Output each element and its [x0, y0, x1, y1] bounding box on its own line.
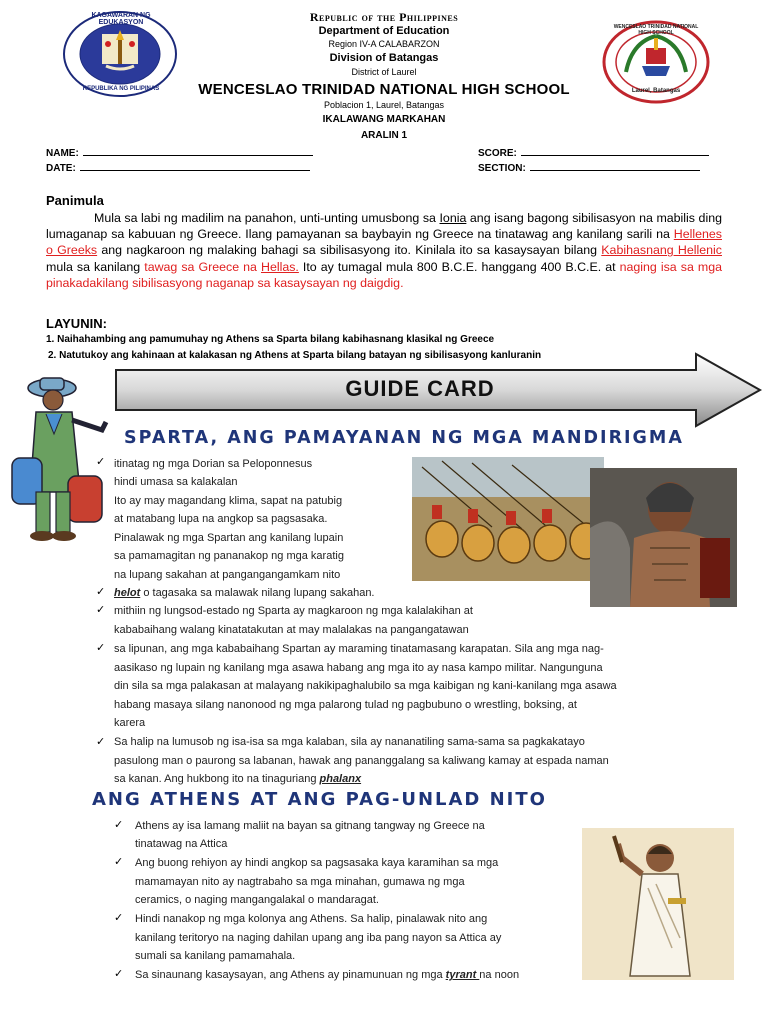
intro-tawag: tawag sa Greece na — [144, 259, 261, 274]
sparta-bullet-line: Sa halip na lumusob ng isa-isa sa mga kalaban, sila ay nananatiling sama-sama sa pagkakatayo — [114, 736, 585, 748]
sparta-bullet-line: pasulong man o paurong sa labanan, hawak ang pananggalang sa kaliwang kamay at espada naman — [114, 755, 609, 767]
score-field[interactable] — [478, 147, 709, 159]
intro-ionia: Ionia — [439, 211, 467, 225]
objective-item: 1. Naihahambing ang pamumuhay ng Athens sa Sparta bilang kabihasnang klasikal ng Greece — [46, 334, 495, 345]
date-label: DATE: — [46, 163, 76, 174]
date-field[interactable] — [46, 162, 310, 174]
helot-term: helot — [114, 587, 141, 599]
check-icon: ✓ — [114, 819, 124, 831]
district-heading: District of Laurel — [351, 67, 417, 77]
intro-text-4: mula sa kanilang — [46, 259, 145, 274]
athens-bullet-line: ceramics, o naging mangangalakal o mandaragat. — [135, 894, 379, 906]
intro-paragraph — [46, 210, 722, 291]
tyrant-tail: na noon — [479, 969, 520, 981]
sparta-bullet-line: karera — [114, 717, 146, 729]
check-icon: ✓ — [96, 456, 106, 468]
athens-bullet-line: Hindi nanakop ng mga kolonya ang Athens. Sa halip, pinalawak nito ang — [135, 913, 488, 925]
athens-tyrant-line — [135, 966, 519, 985]
sparta-line: sa pamamagitan ng pananakop ng mga karatig — [114, 550, 344, 562]
sparta-bullet-line: kababaihang walang kinatatakutan at may malalakas na pangangatawan — [114, 624, 469, 636]
tyrant-term: tyrant — [445, 969, 480, 981]
objectives-heading: LAYUNIN: — [46, 316, 107, 331]
tyrant-lead: Sa sinaunang kasaysayan, ang Athens ay pinamunuan ng mga — [135, 969, 446, 981]
region-heading: Region IV-A CALABARZON — [328, 39, 440, 49]
athens-bullet-line: tinatawag na Attica — [135, 838, 228, 850]
school-name: WENCESLAO TRINIDAD NATIONAL HIGH SCHOOL — [198, 81, 570, 98]
name-field[interactable] — [46, 147, 313, 159]
objective-item: 2. Natutukoy ang kahinaan at kalakasan ng Athens at Sparta bilang batayan ng sibilisasyong kanluranin — [48, 350, 542, 361]
check-icon: ✓ — [114, 856, 124, 868]
sparta-section-title: SPARTA, ANG PAMAYANAN NG MGA MANDIRIGMA — [124, 428, 684, 448]
sparta-line: itinatag ng mga Dorian sa Peloponnesus — [114, 458, 313, 470]
check-icon: ✓ — [96, 642, 106, 654]
helot-rest: o tagasaka sa malawak nilang lupang sakahan. — [140, 587, 375, 599]
section-label: SECTION: — [478, 163, 526, 174]
sparta-phalanx-line — [114, 770, 361, 789]
spartan-warrior-photo — [590, 468, 737, 607]
score-label: SCORE: — [478, 148, 517, 159]
intro-text-3: ang nagkaroon ng malaking bahagi sa sibilisasyong ito. Kinilala ito sa kasaysayan bilang — [97, 243, 602, 258]
seal-right-bottom-label: Laurel, Batangas — [631, 88, 681, 94]
sparta-line: at matabang lupa na angkop sa pagsasaka. — [114, 513, 328, 525]
check-icon: ✓ — [114, 968, 124, 980]
division-heading: Division of Batangas — [329, 52, 439, 64]
name-label: NAME: — [46, 148, 79, 159]
sparta-line: Pinalawak ng mga Spartan ang kanilang lupain — [114, 532, 344, 544]
sparta-bullet-line: aasikaso ng lupain ng kanilang mga asawa habang ang mga ito ay nasa kampo militar. Nangunguna — [114, 662, 603, 674]
intro-text-1: Mula sa labi ng madilim na panahon, unti-unting umusbong sa — [94, 211, 440, 225]
intro-naging: naging isa sa mga pinakadakilang sibilisasyong naganap sa kasaysayan ng daigdig. — [46, 259, 722, 290]
check-icon: ✓ — [96, 586, 106, 598]
seal-right-label: WENCESLAO TRINIDAD NATIONAL HIGH SCHOOL — [613, 24, 699, 36]
intro-hellas: Hellas. — [261, 259, 299, 274]
sparta-line: na lupang sakahan at pangangangamkam nito — [114, 569, 341, 581]
sparta-helot-line — [114, 584, 375, 603]
seal-left-label: KAGAWARAN NG EDUKASYON — [91, 12, 151, 26]
phalanx-lead: sa kanan. Ang hukbong ito na tinaguriang — [114, 773, 320, 785]
seal-left-bottom-label: REPUBLIKA NG PILIPINAS — [82, 86, 160, 92]
guide-card-label: GUIDE CARD — [345, 376, 495, 401]
intro-text-5: Ito ay tumagal mula 800 B.C.E. hanggang 400 B.C.E. at — [298, 259, 620, 274]
check-icon: ✓ — [114, 912, 124, 924]
athens-section-title: ANG ATHENS AT ANG PAG-UNLAD NITO — [92, 789, 547, 810]
intro-hellenes: Hellenes o Greeks — [46, 227, 722, 258]
intro-heading: Panimula — [46, 193, 104, 208]
intro-text-2: ang isang bagong sibilisasyon na mabilis ding lumaganap sa kabuuan ng Greece. Ilang pamayanan sa baybayin ng Greece na tinatawag ang kanilang sarili na — [46, 211, 722, 242]
sparta-line: Ito ay may magandang klima, sapat na patubig — [114, 495, 343, 507]
spartan-army-painting — [412, 457, 604, 581]
athens-bullet-line: Athens ay isa lamang maliit na bayan sa gitnang tangway ng Greece na — [135, 820, 485, 832]
department-heading: Department of Education — [318, 25, 450, 37]
section-field[interactable] — [478, 162, 700, 174]
athens-bullet-line: sumali sa kanilang pamamahala. — [135, 950, 296, 962]
sparta-bullet-line: din sila sa mga palakasan at malayang nakikipaghalubilo sa mga kaibigan ng kani-kanilang mga asawa — [114, 680, 617, 692]
phalanx-term: phalanx — [319, 773, 362, 785]
athens-bullet-line: mamamayan nito ay nagtrabaho sa mga minahan, gumawa ng mga — [135, 876, 465, 888]
sparta-line: hindi umasa sa kalakalan — [114, 476, 238, 488]
intro-kabihasnang: Kabihasnang Hellenic — [601, 243, 722, 258]
athens-bullet-line: kanilang teritoryo na naging dahilan upang ang iba pang nayon sa Attica ay — [135, 932, 502, 944]
quarter-heading: IKALAWANG MARKAHAN — [322, 114, 446, 125]
sparta-bullet-line: sa lipunan, ang mga kababaihang Spartan ay maraming tinatamasang karapatan. Sila ang mga nag- — [114, 643, 604, 655]
republic-heading: Republic of the Philippines — [309, 10, 459, 24]
greek-figure-illustration — [582, 828, 734, 980]
school-address: Poblacion 1, Laurel, Batangas — [323, 100, 445, 110]
check-icon: ✓ — [96, 736, 106, 748]
lesson-heading: ARALIN 1 — [360, 130, 408, 141]
sparta-bullet-line: habang masaya silang nanonood ng mga palarong tulad ng pagbubuno o wrestling, boksing, at — [114, 699, 577, 711]
sparta-bullet-line: mithiin ng lungsod-estado ng Sparta ay magkaroon ng mga kalalakihan at — [114, 605, 473, 617]
check-icon: ✓ — [96, 604, 106, 616]
athens-bullet-line: Ang buong rehiyon ay hindi angkop sa pagsasaka kaya karamihan sa mga — [135, 857, 499, 869]
